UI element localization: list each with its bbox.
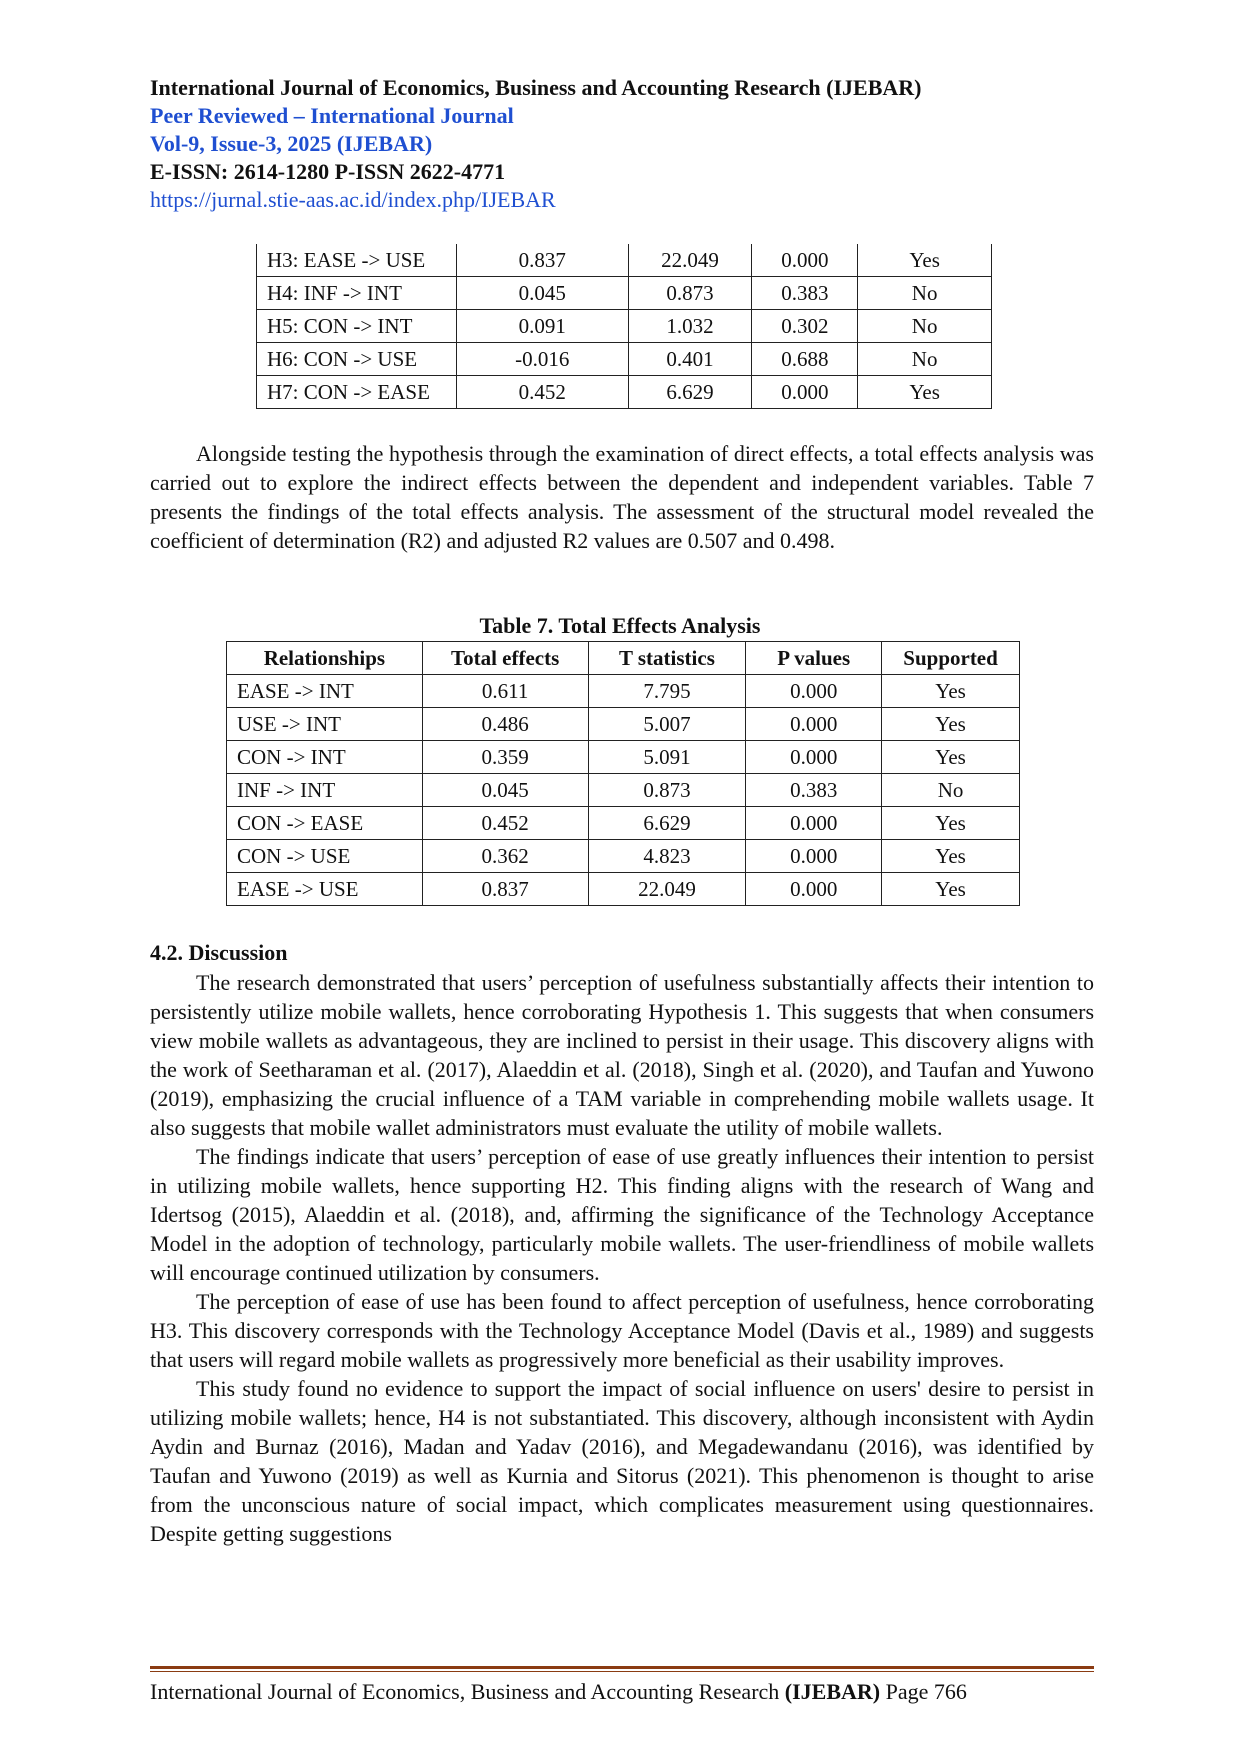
supported-cell: No	[882, 774, 1020, 807]
peer-reviewed-label: Peer Reviewed – International Journal	[150, 103, 514, 128]
supported-cell: Yes	[882, 675, 1020, 708]
discussion-paragraph: This study found no evidence to support the impact of social influence on users' desire to persist in utilizing mobile wallets; hence, H4 is not substantiated. This discovery, although inconsistent with Aydin Aydin and Burnaz (2016), Madan and Yadav (2016), and Megadewandanu (2016), was identified by Taufan and Yuwono (2019) as well as Kurnia and Sitorus (2021). This phenomenon is thought to arise from the unconscious nature of social impact, which complicates measurement using questionnaires. Despite getting suggestions	[150, 1376, 1094, 1546]
t-statistic-cell: 6.629	[588, 807, 746, 840]
page-footer	[150, 1678, 1094, 1706]
journal-header	[150, 74, 1110, 214]
relationship-cell: EASE -> USE	[227, 873, 423, 906]
table-7-total-effects	[226, 641, 1020, 906]
table-row	[257, 244, 992, 277]
table-row	[257, 310, 992, 343]
relationship-cell: CON -> USE	[227, 840, 423, 873]
column-header: Total effects	[422, 642, 588, 675]
p-value-cell: 0.000	[746, 708, 882, 741]
coefficient-cell: 0.091	[456, 310, 628, 343]
coefficient-cell: 0.045	[456, 277, 628, 310]
total-effect-cell: 0.362	[422, 840, 588, 873]
total-effect-cell: 0.359	[422, 741, 588, 774]
t-statistic-cell: 22.049	[588, 873, 746, 906]
coefficient-cell: -0.016	[456, 343, 628, 376]
supported-cell: No	[858, 343, 992, 376]
total-effect-cell: 0.837	[422, 873, 588, 906]
volume-issue: Vol-9, Issue-3, 2025 (IJEBAR)	[150, 131, 433, 156]
t-statistic-cell: 6.629	[628, 376, 752, 409]
p-value-cell: 0.000	[746, 807, 882, 840]
paragraph-text: Alongside testing the hypothesis through the examination of direct effects, a total effects analysis was carried out to explore the indirect effects between the dependent and independent variables. Table 7 presents the findings of the total effects analysis. The assessment of the structural model revealed the coefficient of determination (R2) and adjusted R2 values are 0.507 and 0.498.	[150, 441, 1094, 553]
section-heading: 4.2. Discussion	[150, 940, 288, 965]
p-value-cell: 0.383	[746, 774, 882, 807]
table-6-continued	[256, 244, 992, 409]
t-statistic-cell: 5.007	[588, 708, 746, 741]
relationship-cell: CON -> INT	[227, 741, 423, 774]
journal-url-link[interactable]: https://jurnal.stie-aas.ac.id/index.php/IJEBAR	[150, 187, 556, 212]
supported-cell: Yes	[882, 840, 1020, 873]
total-effect-cell: 0.452	[422, 807, 588, 840]
footer-divider-thin	[150, 1671, 1094, 1672]
p-value-cell: 0.000	[746, 840, 882, 873]
table-row	[227, 741, 1020, 774]
discussion-body	[150, 968, 1094, 1548]
footer-journal-abbr: (IJEBAR)	[784, 1679, 881, 1704]
total-effect-cell: 0.486	[422, 708, 588, 741]
p-value-cell: 0.383	[752, 277, 858, 310]
table-row	[257, 277, 992, 310]
supported-cell: No	[858, 310, 992, 343]
table-row	[227, 840, 1020, 873]
relationship-cell: CON -> EASE	[227, 807, 423, 840]
supported-cell: Yes	[858, 244, 992, 277]
page-number: Page 766	[885, 1679, 967, 1704]
table-row	[227, 774, 1020, 807]
table-row	[227, 873, 1020, 906]
p-value-cell: 0.000	[752, 244, 858, 277]
supported-cell: Yes	[858, 376, 992, 409]
relationship-cell: INF -> INT	[227, 774, 423, 807]
supported-cell: Yes	[882, 807, 1020, 840]
table-row	[257, 376, 992, 409]
p-value-cell: 0.000	[752, 376, 858, 409]
footer-divider	[150, 1666, 1094, 1669]
relationship-cell: H6: CON -> USE	[257, 343, 457, 376]
relationship-cell: H4: INF -> INT	[257, 277, 457, 310]
t-statistic-cell: 0.401	[628, 343, 752, 376]
journal-title: International Journal of Economics, Business and Accounting Research (IJEBAR)	[150, 75, 922, 100]
table-header-row	[227, 642, 1020, 675]
p-value-cell: 0.000	[746, 675, 882, 708]
table-7-caption: Table 7. Total Effects Analysis	[479, 613, 761, 638]
footer-journal-name: International Journal of Economics, Business and Accounting Research	[150, 1679, 780, 1704]
p-value-cell: 0.302	[752, 310, 858, 343]
discussion-paragraph: The research demonstrated that users’ perception of usefulness substantially affects their intention to persistently utilize mobile wallets, hence corroborating Hypothesis 1. This suggests that when consumers view mobile wallets as advantageous, they are inclined to persist in their usage. This discovery aligns with the work of Seetharaman et al. (2017), Alaeddin et al. (2018), Singh et al. (2020), and Taufan and Yuwono (2019), emphasizing the crucial influence of a TAM variable in comprehending mobile wallets usage. It also suggests that mobile wallet administrators must evaluate the utility of mobile wallets.	[150, 970, 1094, 1140]
column-header: T statistics	[588, 642, 746, 675]
t-statistic-cell: 0.873	[588, 774, 746, 807]
issn-line: E-ISSN: 2614-1280 P-ISSN 2622-4771	[150, 159, 506, 184]
total-effect-cell: 0.045	[422, 774, 588, 807]
p-value-cell: 0.000	[746, 873, 882, 906]
table-row	[227, 675, 1020, 708]
t-statistic-cell: 0.873	[628, 277, 752, 310]
table-row	[257, 343, 992, 376]
discussion-paragraph: The perception of ease of use has been found to affect perception of usefulness, hence corroborating H3. This discovery corresponds with the Technology Acceptance Model (Davis et al., 1989) and suggests that users will regard mobile wallets as progressively more beneficial as their usability improves.	[150, 1289, 1094, 1372]
t-statistic-cell: 5.091	[588, 741, 746, 774]
relationship-cell: H3: EASE -> USE	[257, 244, 457, 277]
p-value-cell: 0.688	[752, 343, 858, 376]
t-statistic-cell: 7.795	[588, 675, 746, 708]
relationship-cell: EASE -> INT	[227, 675, 423, 708]
t-statistic-cell: 4.823	[588, 840, 746, 873]
p-value-cell: 0.000	[746, 741, 882, 774]
t-statistic-cell: 1.032	[628, 310, 752, 343]
discussion-paragraph: The findings indicate that users’ perception of ease of use greatly influences their intention to persist in utilizing mobile wallets, hence supporting H2. This finding aligns with the research of Wang and Idertsog (2015), Alaeddin et al. (2018), and, affirming the significance of the Technology Acceptance Model in the adoption of technology, particularly mobile wallets. The user-friendliness of mobile wallets will encourage continued utilization by consumers.	[150, 1144, 1094, 1285]
coefficient-cell: 0.452	[456, 376, 628, 409]
relationship-cell: H7: CON -> EASE	[257, 376, 457, 409]
column-header: Supported	[882, 642, 1020, 675]
total-effects-intro-paragraph	[150, 439, 1094, 555]
column-header: P values	[746, 642, 882, 675]
supported-cell: Yes	[882, 873, 1020, 906]
table-row	[227, 708, 1020, 741]
t-statistic-cell: 22.049	[628, 244, 752, 277]
supported-cell: Yes	[882, 708, 1020, 741]
supported-cell: Yes	[882, 741, 1020, 774]
relationship-cell: USE -> INT	[227, 708, 423, 741]
relationship-cell: H5: CON -> INT	[257, 310, 457, 343]
total-effect-cell: 0.611	[422, 675, 588, 708]
supported-cell: No	[858, 277, 992, 310]
column-header: Relationships	[227, 642, 423, 675]
coefficient-cell: 0.837	[456, 244, 628, 277]
table-row	[227, 807, 1020, 840]
